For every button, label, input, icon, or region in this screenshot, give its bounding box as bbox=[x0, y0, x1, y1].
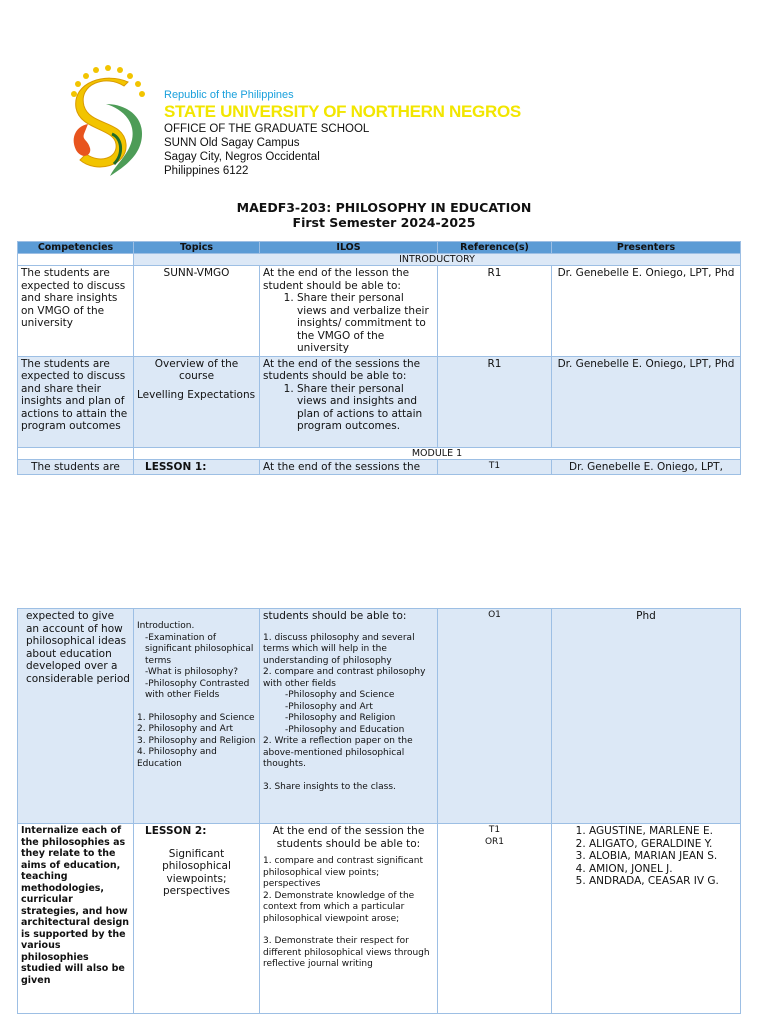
ilos-item: 1. Share their personal views and verbalize their insights/ commitment to the VMGO of the university bbox=[297, 292, 434, 355]
reference-line: OR1 bbox=[484, 836, 505, 847]
ilos-line: 1. compare and contrast significant philosophical view points; bbox=[263, 856, 424, 878]
reference-line: T1 bbox=[488, 825, 501, 835]
table-row bbox=[18, 266, 741, 357]
ilos-line: 3. Share insights to the class. bbox=[263, 781, 396, 792]
topic-line: Overview of the course bbox=[154, 357, 239, 382]
republic-text: Republic of the Philippines bbox=[164, 89, 294, 101]
competency-cell: The students are expected to discuss and share insights on VMGO of the university bbox=[18, 266, 134, 357]
presenter-item: 3. ALOBIA, MARIAN JEAN S. bbox=[589, 850, 737, 863]
section-label: MODULE 1 bbox=[134, 447, 741, 459]
ilos-item: 1. Share their personal views and insights and plan of actions to attain program outcomes. bbox=[297, 383, 434, 433]
presenter-item: 2. ALIGATO, GERALDINE Y. bbox=[589, 838, 737, 851]
ilos-line: -Philosophy and Education bbox=[285, 724, 405, 735]
syllabus-table-part2 bbox=[17, 608, 741, 1014]
reference-cell: R1 bbox=[438, 356, 552, 447]
ilos-intro: At the end of the lesson the student should be able to: bbox=[263, 267, 410, 292]
course-semester: First Semester 2024-2025 bbox=[292, 215, 476, 230]
topic-cell bbox=[134, 356, 260, 447]
letterhead bbox=[164, 88, 521, 178]
table-row bbox=[18, 824, 741, 1014]
course-title-block bbox=[0, 200, 768, 230]
table-header-row bbox=[18, 242, 741, 254]
ilos-cell bbox=[260, 266, 438, 357]
topic-line: 2. Philosophy and Art bbox=[137, 724, 234, 734]
competency-cell: The students are bbox=[18, 459, 134, 475]
section-row-introductory bbox=[18, 254, 741, 266]
topic-line: Introduction. bbox=[137, 621, 195, 631]
presenter-item: 4. AMION, JONEL J. bbox=[589, 863, 737, 876]
col-header-competencies: Competencies bbox=[18, 242, 134, 254]
presenter-cell: Dr. Genebelle E. Oniego, LPT, Phd bbox=[552, 356, 741, 447]
ilos-line: -Philosophy and Religion bbox=[285, 713, 396, 723]
campus-text: SUNN Old Sagay Campus bbox=[164, 137, 300, 149]
reference-cell bbox=[438, 824, 552, 1014]
col-header-ilos: ILOS bbox=[260, 242, 438, 254]
competency-cell: expected to give an account of how philosophical ideas about education developed over a considerable period bbox=[18, 609, 134, 824]
topic-line: Levelling Expectations bbox=[137, 388, 256, 401]
topic-line: Significant philosophical viewpoints; perspectives bbox=[162, 847, 231, 897]
ilos-line: perspectives bbox=[263, 879, 321, 889]
presenter-cell: Dr. Genebelle E. Oniego, LPT, bbox=[552, 459, 741, 475]
presenter-cell: Dr. Genebelle E. Oniego, LPT, Phd bbox=[552, 266, 741, 357]
lesson-title-text: LESSON 2: bbox=[145, 825, 207, 837]
table-row bbox=[18, 356, 741, 447]
col-header-presenters: Presenters bbox=[552, 242, 741, 254]
lesson-title-text: LESSON 1: bbox=[145, 460, 207, 473]
syllabus-table-part1 bbox=[17, 241, 741, 475]
topic-cell bbox=[134, 824, 260, 1014]
presenter-cell: Phd bbox=[552, 609, 741, 824]
ilos-intro: At the end of the session the students should be able to: bbox=[272, 825, 425, 850]
section-row-module1 bbox=[18, 447, 741, 459]
ilos-line: 2. Demonstrate knowledge of the context from which a particular philosophical viewpoint arose; bbox=[263, 890, 415, 924]
competency-cell: Internalize each of the philosophies as they relate to the aims of education, teaching methodologies, curricular strategies, and how architectural design is supported by the various philosophies studied will also be given bbox=[18, 824, 134, 1014]
university-seal-logo bbox=[66, 64, 148, 186]
ilos-cell bbox=[260, 356, 438, 447]
ilos-line: -Philosophy and Science bbox=[285, 690, 395, 700]
course-code-title: MAEDF3-203: PHILOSOPHY IN EDUCATION bbox=[236, 200, 532, 215]
section-label: INTRODUCTORY bbox=[134, 254, 741, 266]
topic-line: 4. Philosophy and Education bbox=[137, 747, 217, 769]
col-header-references: Reference(s) bbox=[438, 242, 552, 254]
topic-line: -Philosophy Contrasted with other Fields bbox=[145, 678, 250, 700]
ilos-intro: At the end of the sessions the students should be able to: bbox=[263, 357, 421, 382]
office-text: OFFICE OF THE GRADUATE SCHOOL bbox=[164, 123, 370, 135]
ilos-cell bbox=[260, 824, 438, 1014]
topic-cell: SUNN-VMGO bbox=[134, 266, 260, 357]
reference-cell: R1 bbox=[438, 266, 552, 357]
topic-cell bbox=[134, 609, 260, 824]
ilos-line: 3. Demonstrate their respect for different philosophical views through reflective journal writing bbox=[263, 936, 430, 969]
university-name: STATE UNIVERSITY OF NORTHERN NEGROS bbox=[164, 102, 521, 121]
reference-cell: O1 bbox=[438, 609, 552, 824]
lesson-title bbox=[134, 459, 260, 475]
topic-line: 3. Philosophy and Religion bbox=[137, 735, 256, 746]
ilos-line: -Philosophy and Art bbox=[285, 701, 373, 712]
ilos-line: 1. discuss philosophy and several terms which will help in the understanding of philosophy bbox=[263, 632, 415, 666]
topic-line: -What is philosophy? bbox=[145, 667, 239, 677]
ilos-cell bbox=[260, 609, 438, 824]
competency-cell: The students are expected to discuss and share their insights and plan of actions to attain the program outcomes bbox=[18, 356, 134, 447]
topic-line: -Examination of significant philosophical terms bbox=[145, 632, 254, 666]
presenter-item: 5. ANDRADA, CEASAR IV G. bbox=[589, 875, 737, 888]
table-row bbox=[18, 459, 741, 475]
ilos-cell: At the end of the sessions the bbox=[260, 459, 438, 475]
presenter-item: 1. AGUSTINE, MARLENE E. bbox=[589, 825, 737, 838]
topic-line: 1. Philosophy and Science bbox=[137, 712, 255, 723]
ilos-line: 2. Write a reflection paper on the above-mentioned philosophical thoughts. bbox=[263, 736, 413, 769]
table-row bbox=[18, 609, 741, 824]
country-text: Philippines 6122 bbox=[164, 165, 249, 177]
col-header-topics: Topics bbox=[134, 242, 260, 254]
reference-cell: T1 bbox=[438, 459, 552, 475]
presenter-cell bbox=[552, 824, 741, 1014]
ilos-line: 2. compare and contrast philosophy with other fields bbox=[263, 667, 426, 689]
ilos-intro: students should be able to: bbox=[263, 610, 407, 622]
city-text: Sagay City, Negros Occidental bbox=[164, 151, 320, 163]
